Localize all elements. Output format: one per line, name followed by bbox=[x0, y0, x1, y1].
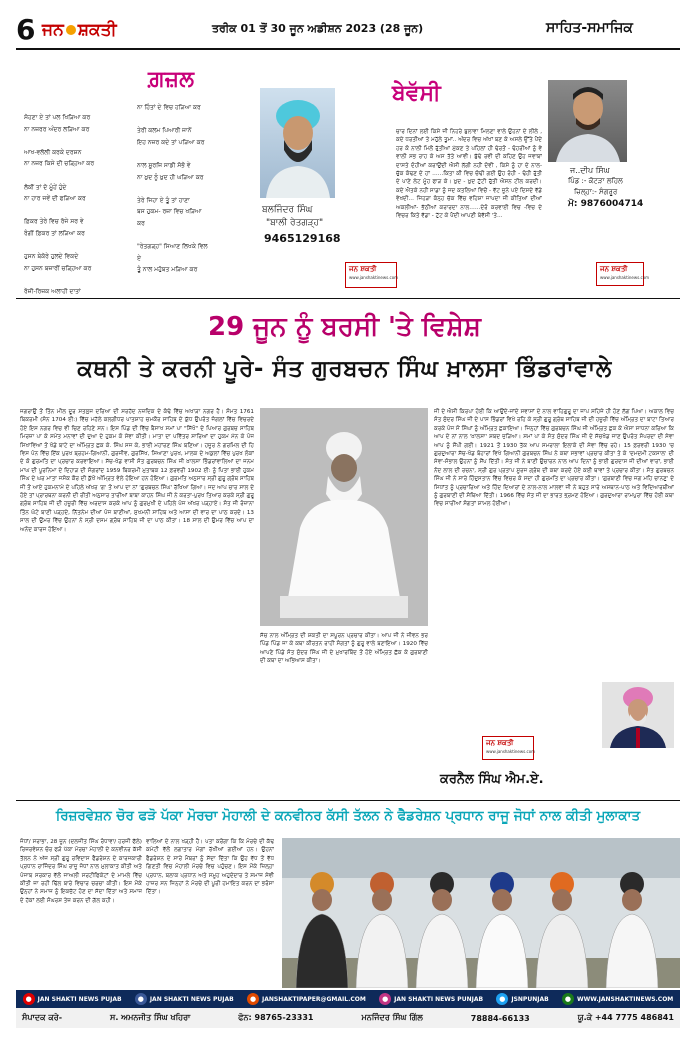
badge-brand: ਜਨ ਸ਼ਕਤੀ bbox=[349, 265, 377, 273]
page-header bbox=[16, 14, 680, 48]
section-name: ਸਾਹਿਤ-ਸਮਾਜਿਕ bbox=[546, 20, 633, 36]
person-face bbox=[622, 889, 642, 911]
masthead-badge bbox=[345, 262, 397, 288]
person-face bbox=[432, 889, 452, 911]
badge-url-3: www.janshaktinews.com bbox=[486, 749, 536, 754]
social-link[interactable] bbox=[135, 993, 234, 1005]
ghazal-line: ਹੁਸਨ ਬੇਕੋਰੇ ਹੁਲਦੇ ਵਿਕਦੇ bbox=[24, 253, 79, 261]
masthead-badge-2 bbox=[596, 262, 650, 286]
ghazal-line: "ਰੇਤਗੜ੍ਹ" ਸਿਆਣ ਲਿਖਕੇ ਵਿਲ bbox=[137, 243, 208, 251]
ghazal-line: ਆਖ-ਵਲੱਲੀ ਕਰਕੇ ਦਰਸ਼ਨ bbox=[24, 148, 82, 156]
ghazal-line bbox=[24, 240, 144, 252]
poet-photo bbox=[260, 88, 335, 198]
ghazal-line bbox=[137, 183, 257, 195]
poet-name: ਬਲਜਿੰਦਰ ਸਿੰਘ bbox=[262, 205, 313, 215]
social-label: JAN SHAKTI NEWS PUNJAB bbox=[394, 995, 484, 1003]
footer-editor: ਸੰਪਾਦਕ ਕਰੇ- bbox=[22, 1013, 63, 1022]
twitter-icon: ● bbox=[496, 993, 508, 1005]
footer-name-2: ਮਨਜਿੰਦਰ ਸਿੰਘ ਗਿੱਲ bbox=[361, 1013, 423, 1022]
ghazal-line bbox=[137, 148, 257, 160]
badge-url: www.janshaktinews.com bbox=[349, 275, 399, 280]
instagram-icon: ● bbox=[379, 993, 391, 1005]
sant-photo bbox=[260, 408, 428, 626]
ghazal-line: ਰੋਜ਼ੀ-ਰਿਜ਼ਕ ਅਲਾਹੀ ਦਾਤਾਂ bbox=[24, 287, 81, 295]
ghazal-line: ਸੋਹਣਾ ਏ ਤਾਂ ਪਲ ਖਿੜਿਆ ਕਰ bbox=[24, 114, 91, 121]
social-link[interactable] bbox=[23, 993, 122, 1005]
ghazal-line: ਰੰਗੀਂ ਫ਼ਿਕਰ ਤਾਂ ਲੜਿਆ ਕਰ bbox=[24, 229, 85, 237]
ghazal-line bbox=[137, 230, 257, 242]
social-label: JAN SHAKTI NEWS PUJAB bbox=[37, 995, 122, 1003]
ghazal-right-stanzas bbox=[137, 102, 257, 276]
social-link[interactable] bbox=[379, 993, 483, 1005]
page-number: 6 bbox=[16, 13, 36, 46]
footer-phone-2: 78884-66133 bbox=[470, 1013, 530, 1023]
masthead-logo bbox=[42, 16, 117, 44]
edition-date: ਤਰੀਕ 01 ਤੋਂ 30 ਜੂਨ ਅਡੀਸ਼ਨ 2023 (28 ਜੂਨ) bbox=[212, 22, 424, 35]
ghazal-line: ਤੇਰੀ ਕਲਮ ਪਿਆਰੀ ਜਾਨੋਂ bbox=[137, 127, 192, 135]
feature-column-middle: ਸੱਚ ਨਾਲ ਅੰਮ੍ਰਿਤ ਦੀ ਸ਼ਕਤੀ ਦਾ ਸਪੂਰਨ ਪ੍ਰਚਾਰ ਕੀਤਾ। ਆਪ ਜੀ ਨੇ ਜੀਵਨ ਭਰ ਪਿੰਡ ਪਿੰਡ ਜਾ ਕੇ ਕਥਾ ਕੀਰਤਨ ਰਾਹੀਂ ਸੰਗਤਾਂ ਨੂੰ ਗੁਰੂ ਵਾਲੇ ਬਣਾਇਆ। 1920 ਵਿੱਚ ਆਪਣੇ ਪਿੰਡੇ ਸੰਤ ਸੁੰਦਰ ਸਿੰਘ ਜੀ ਦੇ ਮੁਖਾਰਬਿੰਦ ਤੋਂ ਹੋਏ ਅੰਮ੍ਰਿਤ ਛੱਕ ਕੇ ਗੁਰਬਾਣੀ ਦੀ ਕਥਾ ਦਾ ਅਭਿਆਸ ਕੀਤਾ। bbox=[260, 633, 428, 665]
social-label: JSNPUNJAB bbox=[511, 995, 549, 1003]
ghazal-line: ਫ਼ਿਕਰ ਤੇਰੇ ਵਿਚ ਰੱਜੇ ਸਰ ਵੇ bbox=[24, 218, 84, 226]
ghazal-line bbox=[24, 135, 144, 147]
poet-phone: 9465129168 bbox=[264, 232, 341, 245]
ghazal-line: ਨਾ ਹੁਸਨ ਬਜ਼ਾਰੀਂ ਚੜ੍ਹਿਆ ਕਰ bbox=[24, 264, 92, 272]
web-icon: ● bbox=[562, 993, 574, 1005]
ghazal-line: ਨਾ ਹਿੰਤਾਂ ਦੇ ਵਿਚ ਹੜਿਆ ਕਰ bbox=[137, 104, 201, 111]
sant-portrait-icon bbox=[260, 408, 428, 626]
author-village: ਪਿੰਡ :- ਕੋਟੜਾ ਲਹਿਲ bbox=[568, 177, 623, 185]
social-link[interactable] bbox=[496, 993, 548, 1005]
ghazal-line: ਨਾਲ ਸੂਰਜਿ ਸਾਡੀ ਸੱਭੋ ਵੇ bbox=[137, 161, 191, 169]
group-photo-icon bbox=[282, 838, 680, 988]
ghazal-line: ਤੇਰੇ ਜਿਹਾ ਏ ਤੂੰ ਤਾਂ ਹਾਣਾ bbox=[137, 196, 190, 204]
person-face bbox=[552, 889, 572, 911]
person-face bbox=[312, 889, 332, 911]
social-label: WWW.JANSHAKTINEWS.COM bbox=[576, 995, 674, 1003]
ghazal-line: ਲੋਕੀਂ ਤਾਂ ਦੋ ਮੂੰਹੇਂ ਹੁੰਦੇ bbox=[24, 183, 67, 191]
footer-uk-phone: ਯੂ.ਕੇ +44 7775 486841 bbox=[577, 1013, 674, 1022]
feature-author: ਕਰਨੈਲ ਸਿੰਘ ਐਮ.ਏ. bbox=[440, 772, 544, 787]
youtube-icon: ● bbox=[23, 993, 35, 1005]
person-face bbox=[492, 889, 512, 911]
ghazal-line: ਤੂੰ ਨਾਲ ਮਹੁੱਬਤ ਮੜਿਆ ਕਰ bbox=[137, 266, 198, 274]
news-headline: ਰਿਜ਼ਰਵੇਸ਼ਨ ਚੋਰ ਫੜੋ ਪੱਕਾ ਮੋਰਚਾ ਮੋਹਾਲੀ ਦੇ ਕਨਵੀਨਰ ਕੱਸੀ ਤੱਲਨ ਨੇ ਫੈਡਰੇਸ਼ਨ ਪ੍ਰਧਾਨ ਰਾਜੂ ਜੋਧਾਂ ਨਾਲ ਕੀਤੀ ਮੁਲਾਕਾਤ bbox=[55, 808, 641, 824]
badge-brand-3: ਜਨ ਸ਼ਕਤੀ bbox=[486, 739, 514, 747]
logo-right: ਸ਼ਕਤੀ bbox=[77, 20, 117, 40]
news-column-1: ਜੋਧਾਂ/ ਸਰਾਭਾ, 28 ਜੂਨ (ਦਲਜੀਤ ਸਿੰਘ ਰੰਧਾਵਾ/ ਹਰਜੀ ਫੱਲੇ) ਰਿਜ਼ਰਵੇਸ਼ਨ ਚੋਰ ਫੜੋ ਪੱਕਾ ਮੋਰਚਾ ਮੋਹਾਲੀ ਦੇ ਕਨਵੀਨਰ ਕੱਸੀ ਤੱਲਨ ਨੇ ਅੱਜ ਸ੍ਰੀ ਗੁਰੂ ਰਵਿਦਾਸ ਫੈਡਰੇਸ਼ਨ ਦੇ ਕਾਰਜਕਾਰੀ ਪ੍ਰਧਾਨ ਰਾਜਿੰਦਰ ਸਿੰਘ ਰਾਜੂ ਜੋਧਾਂ ਨਾਲ ਮੁਲਾਕਾਤ ਕੀਤੀ ਅਤੇ ਪੰਜਾਬ ਸਰਕਾਰ ਵੱਲੋਂ ਜਾਅਲੀ ਸਰਟੀਫਿਕੇਟਾਂ ਦੇ ਮਾਮਲੇ ਵਿੱਚ ਕੀਤੀ ਜਾ ਰਹੀ ਢਿੱਲ ਬਾਰੇ ਵਿਚਾਰ ਚਰਚਾ ਕੀਤੀ। ਇਸ ਮੌਕੇ ਉਨ੍ਹਾਂ ਨੇ ਸਮਾਜ ਨੂੰ ਇਕਜੁੱਟ ਹੋਣ ਦਾ ਸੱਦਾ ਦਿੱਤਾ ਅਤੇ ਸਮਾਜ ਦੇ ਹੱਕਾਂ ਲਈ ਸੰਘਰਸ਼ ਤੇਜ਼ ਕਰਨ ਦੀ ਗੱਲ ਕਹੀ। bbox=[20, 839, 142, 904]
ghazal-left-stanzas bbox=[24, 112, 144, 298]
author-phone: ਮੋ: 9876004714 bbox=[568, 199, 644, 209]
ghazal-line: ਬਸ ਹੁਕਮ- ਰਜ਼ਾ ਵਿਚ ਖੜਿਆ bbox=[137, 208, 202, 216]
footer-contacts bbox=[16, 1008, 680, 1028]
ghazal-line: ਏ bbox=[137, 254, 141, 262]
badge-url-2: www.janshaktinews.com bbox=[600, 275, 650, 280]
ghazal-line: ਕਰ bbox=[137, 219, 145, 227]
header-rule bbox=[16, 48, 680, 50]
writer-portrait-icon bbox=[602, 682, 674, 748]
ghazal-line bbox=[24, 170, 144, 182]
section-rule-1 bbox=[16, 298, 680, 299]
bewasi-title: ਬੇਵੱਸੀ bbox=[392, 80, 441, 106]
ghazal-line: ਇਹ ਨਜ਼ਰ ਕਦੇ ਤਾਂ ਪੜਿਆ ਕਰ bbox=[137, 138, 205, 146]
ghazal-line: ਨਾ ਖ਼ੁਦ ਨੂੰ ਖ਼ੁਦ ਹੀ ਘੜਿਆ ਕਰ bbox=[137, 173, 204, 181]
logo-left: ਜਨ bbox=[42, 20, 64, 40]
bewasi-body: ਚਾਰ ਦਿਨਾਂ ਲਈ ਕਿਸੇ ਜੀ ਨਿਹਰੇ ਬੁਲਾਵਾ ਮਿਲਣਾ ਵਾਲੇ ਉਹਨਾਂ ਦੇ ਲੀਲੇ , ਕਦੇ ਧਰਤੀਆਂ ਤੇ ਮਹੁੱਲੇ ਤੂਮਾਂ.. ਅੰਦਰ ਵਿਚ ਅੱਖਾਂ ਬਣ ਕੇ ਅਸਲੇ ਉੱਤੇ ਪੈਂਦੇ ਹਰ ਕੋ ਨਾਲੀ ਮਿਲੋਂ ਰੁੱਤੀਆਂ ਮੁੱਕਣ ਤੇ ਪਹਿਲਾਂ ਹੀ ਢੇਰਤੋਂ - ਢੋਹਰੀਆਂ ਨੂੰ ਵੇ ਵਾਲੀ ਸਭ ਰਾਹ ਕੇ ਅਸ ਤੱਤੇ ਆਵੀ। ਬੁੱਢੇ ਰਵੀ ਦੀ ਕਹਿਣ ਉਹ ਜਵਾਬਾਂ ਦਾਸਤੇ ਦੋਹੀਆਂ ਕਰਾਉਂਦੀ ਐਸੀ ਲੱਗੀ ਨਹੀਂ ਦੋਵੀਂ , ਕਿਸੇ ਨੂੰ ਹਾ ਦੇ ਨਾਲ-ਚੁੱਕ ਕੰਢਣ ਦੇ ਹਾਂ ……ਕਿਤਾ ਕੀ ਵਿਚ ਚੰਢੀ ਗਈ ਉਹ ਰੋਹੀ - ਢੋਹੀ ਰੁੱਤੀ ਦੇ ਪਾਣੇ ਲੇਟ ਮੂੰਹ ਫਾੜ ਕੇ। ਖ਼ੁਦ - ਖ਼ੁਦ ਟੁੱਟੀ ਰੁੱਤੀ ਐਸਨ ਟੀਲ ਕਰਦੀ। ਕਦੇ ਐਤਕੇ ਨਹੀਂ ਸਾਡਾ ਨੂੰ ਜਦ ਕਤਲਿਆਂ ਵਿਚੋਂ - ਵੱਟ ਜੂਨੇ ਪਏ ਦਿਸਦੇ ਵੱਡੇ ਵੇਖਦੀ… ਜਿਹੜਾ ਕੰਨ੍ਹ ਚੱਕ ਵਿੱਚ ਵਹਿਸ਼ਾ ਜਾਪਦਾ ਜੀ ਕੀਤਿਆਂ ਦੀਆਂ ਅਕਲੀਆਂ- ਭੱਠੀਆਂ ਕਰਾਰਦਾ ਨਾਲ……ਦੇਰੋ ਕਰਵਾਈ ਵਿਚ -ਵਿਚ ਦੇ ਵਿਚਰ ਕਿਤੇ ਵੱਡਾ - ਟੁੱਟ ਕੇ ਪੈਂਦੀ ਆਪਣੀ ਬੇਵੱਸੀ 'ਤੇ… bbox=[396, 129, 542, 220]
ghazal-line: ਨਾ ਨਜ਼ਰਰ ਅੰਦਰ ਲੜਿਆ ਕਰ bbox=[24, 125, 90, 133]
ghazal-line bbox=[24, 274, 144, 286]
author-name: ਜ..ਦੀਪ ਸਿੰਘ bbox=[570, 166, 610, 175]
feature-column-right: ਜੀ ਦੇ ਐਸੀ ਕਿਰਪਾ ਹੋਈ ਕਿ ਆਉਂਦੇ-ਜਾਂਦੇ ਸਵਾਸਾਂ ਦੇ ਨਾਲ ਵਾਹਿਗੁਰੂ ਦਾ ਜਾਪ ਸਹਿਜੇ ਹੀ ਹੋਣ ਲੱਗ ਪਿਆ। ਅਕਾਲ ਵਿਚ ਸੰਤ ਸੁੰਦਰ ਸਿੰਘ ਜੀ ਦੇ ਪਾਸ ਭਿੰਡਰਾਂ ਵਿਖੇ ਰਹਿ ਕੇ ਸ੍ਰੀ ਗੁਰੂ ਗ੍ਰੰਥ ਸਾਹਿਬ ਜੀ ਦੀ ਹਜ਼ੂਰੀ ਵਿੱਚ ਅੰਮ੍ਰਿਤ ਦਾ ਬਾਟਾ ਤਿਆਰ ਕਰਕੇ ਪੰਜ ਸੋਂ ਸਿੰਘਾਂ ਨੂੰ ਅੰਮ੍ਰਿਤ ਛਕਾਇਆ। ਜਿਨ੍ਹਾਂ ਵਿੱਚ ਗੁਰਬਚਨ ਸਿੰਘ ਜੀ ਅੰਮ੍ਰਿਤ ਛਕ ਕੇ ਐਸਾ ਸਾਧਨਾ ਕਰਿਆ ਕਿ ਆਪ ਦੇ ਨਾਂ ਨਾਲ 'ਖ਼ਾਲਸਾ' ਸ਼ਬਦ ਜੁੜਿਆ। ਸਮਾਂ ਪਾ ਕੇ ਸੰਤ ਸੁੰਦਰ ਸਿੰਘ ਜੀ ਦੇ ਸੱਚਖੰਡ ਜਾਣ ਉਪਰੰਤ ਸੰਪਰਦਾ ਦੀ ਸੇਵਾ ਆਪ ਨੂੰ ਸੌਂਪੀ ਗਈ। 1921 ਤੋਂ 1930 ਤੱਕ ਆਪ ਸਮਰਾਲਾ ਇਲਾਕੇ ਦੀ ਸੇਵਾ ਵਿੱਚ ਰਹੇ। 15 ਫ਼ਰਵਰੀ 1930 'ਚ ਗੁਰਦੁਆਰਾ ਸੱਚ-ਖੰਡ ਬੋਹਾਰਾਂ ਵਿਖੇ ਗਿਆਨੀ ਗੁਰਬਚਨ ਸਿੰਘ ਨੇ ਕਥਾ ਸਭਾਵਾਂ ਪ੍ਰਚਾਰ ਕੀਤਾ ਤੇ ਕੇ 'ਦਮਦਮੀ ਟਕਸਾਲ' ਦੀ ਸੇਵਾ-ਸੰਭਾਲ ਉਹਨਾਂ ਨੂੰ ਸੌਂਪ ਦਿੱਤੀ। ਸੰਤ ਜੀ ਨੇ ਬਾਣੀ ਉਚਾਰਨ ਨਾਲ ਆਪ ਦਿਨਾਂ ਨੂੰ ਭਾਈ ਗੁਰਦਾਸ ਜੀ ਦੀਆਂ ਵਾਰਾਂ, ਭਾਈ ਨੰਦ ਲਾਲ ਦੀ ਰਚਨਾ, ਸ੍ਰੀ ਗੁਰ ਪ੍ਰਤਾਪ ਸੂਰਜ ਗ੍ਰੰਥ ਦੀ ਕਥਾ ਕਰਦੇ ਹੋਏ ਕਈ ਥਾਵਾਂ ਤੇ ਪ੍ਰਚਾਰ ਕੀਤਾ। ਸੰਤ ਗੁਰਬਚਨ ਸਿੰਘ ਜੀ ਨੇ ਸਾਰੇ ਹਿੰਦੁਸਤਾਨ ਵਿੱਚ ਵਿਚਰ ਕੇ ਸਦਾ ਹੀ ਗੁਰਮਤਿ ਦਾ ਪ੍ਰਚਾਰ ਕੀਤਾ। 'ਗੁਰਬਾਣੀ ਵਿਚ ਜਗ ਮਹਿ ਚਾਨਣੁ' ਦੇ ਸਿਧਾਂਤ ਨੂੰ ਪ੍ਰਚਾਰਿਆ ਅਤੇ ਹਿੰਦ ਦਿਆਰਾਂ ਦੇ ਨਾਲ-ਨਾਲ ਮਾਲਵਾ ਜੀ ਨੇ ਬਹੁਤ ਸਾਰੇ ਅਸਥਾਨ-ਪਾਠ ਅਤੇ ਵਿਦਿਆਰਥੀਆਂ ਨੂੰ ਗੁਰਬਾਣੀ ਦੀ ਸੰਥਿਆ ਦਿੱਤੀ। 1966 ਵਿੱਚ ਸੰਤ ਜੀ ਦਾ ਭਾਰਤ ਭ੍ਰਮਣ ਹੋਇਆ। ਗੁਰਦੁਆਰਾ ਰਾਮਪੁਰਾ ਵਿੱਚ ਹੋਈ ਕਥਾ ਵਿਚ ਸਾਰੀਆਂ ਸੰਗਤਾਂ ਸ਼ਾਮਲ ਹੋਈਆਂ। bbox=[434, 409, 674, 508]
author-district: ਜ਼ਿਲ੍ਹਾ:- ਸੰਗਰੂਰ bbox=[574, 188, 618, 196]
ghazal-line: ਨਾ ਹਾਰ ਜਵੇਂ ਦੀ ਫੜਿਆ ਕਰ bbox=[24, 195, 86, 203]
poet-alias: "ਬਾਲੀ ਰੇਤਗੜ੍ਹ" bbox=[266, 218, 324, 228]
person-face bbox=[372, 889, 392, 911]
feature-headline-1: 29 ਜੂਨ ਨੂੰ ਬਰਸੀ 'ਤੇ ਵਿਸ਼ੇਸ਼ bbox=[208, 312, 481, 342]
facebook-icon: ● bbox=[135, 993, 147, 1005]
masthead-badge-3 bbox=[482, 736, 534, 760]
poet-portrait-icon bbox=[260, 88, 335, 198]
email-icon: ● bbox=[247, 993, 259, 1005]
ghazal-line bbox=[24, 205, 144, 217]
section-rule-2 bbox=[16, 800, 680, 801]
author-photo bbox=[548, 80, 627, 162]
writer-photo bbox=[602, 682, 674, 748]
social-label: JAN SHAKTI NEWS PUJAB bbox=[149, 995, 234, 1003]
footer-name-1: ਸ. ਅਮਨਜੀਤ ਸਿੰਘ ਖਹਿਰਾ bbox=[110, 1013, 191, 1022]
news-photo bbox=[282, 838, 680, 988]
ghazal-line: ਨਾ ਨਜ਼ਰ ਕਿਸੇ ਦੀ ਚੜ੍ਹਿਆ ਕਰ bbox=[24, 160, 95, 168]
social-label: JANSHAKTIPAPER@GMAIL.COM bbox=[262, 995, 366, 1003]
feature-column-left: ਜਗਰਾਉਂ ਤੋਂ ਤਿੰਨ ਮੀਲ ਦੂਰ ਸਤਲੁਜ ਦਰਿਆ ਦੀ ਸਰਹੱਦ ਨਜ਼ਦਿਕ ਦੇ ਕੰਢੇ ਵਿੱਚ ਅਖਾੜਾ ਨਗਰ ਹੈ। ਸੰਮਤ 1761 ਬਿਕਰਮੀ (ਸੰਨ 1704 ਈ:) ਵਿੱਚ ਮਹੱਲੇ ਕਲਗੀਧਰ ਪਾਤਸ਼ਾਹ ਚਮਕੌਰ ਸਾਹਿਬ ਦੇ ਯੁੱਧ ਉਪਰੰਤ ਜੰਗਲਾਂ ਵਿੱਚ ਵਿਚਰਦੇ ਹੋਏ ਇਸ ਨਗਰ ਵਿਚ ਵੀ ਚਿਣ ਰਹਿਣੇ ਸਨ। ਇਸ ਪਿੰਡ ਦੀ ਵਿੱਚ ਬੈਸਾਖ ਸਮਾਂ ਪਾ "ਸਿੱਖੋ" ਦੇ ਪਿਆਰ ਗੁਰਬਚ ਸਾਹਿਬ ਮਿਰਜ਼ਾ ਪਾ ਕੇ ਸਮੇਂਤ ਮਨਾਵਾਂ ਦੀ ਦੁਆ ਦੇ ਹੁਕਮ ਕੋ ਸੇਵਾ ਕੀਤੀ। ਮਾਤਾ ਦਾ ਪਵਿੱਤਰ ਸਾਰਿਆਂ ਦਾ ਹੁਕਮ ਮੱਨ ਕੇ ਪੰਜ ਸਿਖਾਵਿਆਂ ਤੋਂ ਖੰਡੇ ਬਾਟੇ ਦਾ ਅੰਮ੍ਰਿਤ ਛਕ ਕੇ. ਸਿੰਘ ਸਜ ਕੇ, ਭਾਈ ਮਹਾਂਰਣ ਸਿੰਘ ਬਣਿਆ। ਹਜੂਰ ਨੇ ਗਰਮਿਲ ਦੀ ਹਿ ਵਿਸ ਪੰਨ ਵਿੱਚ ਇੱਕ ਪੁਰਖ ਬ੍ਰਹਮ-ਗਿਆਨੀ, ਗੁਰਜੀਵ, ਗੁਰਸਿੱਖ, ਸਿਆਣਾ ਪੁਰਖ, ਮਾਲਕ ਦੇ ਅਕੁਲਾਂ ਵਿੱਚ ਪੁਰਖ ਲੋਕਾਂ ਦੇ ਕੋ ਗੁਰਮਤਿ ਦਾ ਪ੍ਰਚਾਰ ਕਰਵਾਇਆ। ਸੱਚ-ਖੰਡ ਵਾਸੀ ਸੰਤ ਗੁਰਬਚਨ ਸਿੰਘ ਜੀ ਖ਼ਾਲਸਾ ਭਿੰਡਰਾਂਵਾਲਿਆਂ ਦਾ ਜਨਮ ਮਾਘ ਦੀ ਪੂਰਨਿਮਾ ਦੇ ਦਿਹਾੜ ਦੀ ਸੰਗਰਾਂਦ 1959 ਬਿਕਰਮੀ ਮੁਤਾਬਕ 12 ਫ਼ਰਵਰੀ 1902 ਈ: ਨੂੰ ਪਿਤਾ ਭਾਈ ਹੁਕਮ ਸਿੰਘ ਦੇ ਘਰ ਮਾਤਾ ਜਸੋਕ ਕੌਰ ਦੀ ਕੁੱਖੋਂ ਅੰਮ੍ਰਿਤ ਵੇਲੇ ਹੋਇਆ ਹਨ ਹੋਇਆ। ਗੁਰਮਤਿ ਅਨੁਸਾਰ ਸ੍ਰੀ ਗੁਰੂ ਗ੍ਰੰਥ ਸਾਹਿਬ ਜੀ ਤੋਂ ਆਏ ਹੁਕਮਨਾਮੇ ਦੇ ਪਹਿਲੇ ਅੱਖਰ 'ਗ' ਤੋਂ ਆਪ ਦਾ ਨਾਂ 'ਗੁਰਬਚਨ ਸਿੰਘ' ਰੱਖਿਆ ਗਿਆ। ਜਦ ਆਪ ਚਾਰ ਸਾਲ ਦੇ ਹੋਏ ਤਾਂ ਪ੍ਰਾਰਥਨਾ ਕਰਨੀ ਦੀ ਰੀਤੀ ਅਨੁਸਾਰ ਤਾਰੀਆਂ ਬਾਬਾ ਕਾਹਨ ਸਿੰਘ ਜੀ ਨੇ ਕਰਤਾ-ਪੁਰਖ ਤਿਆਰ ਕਰਕੇ ਸ੍ਰੀ ਗੁਰੂ ਗ੍ਰੰਥ ਸਾਹਿਬ ਜੀ ਦੀ ਹਜ਼ੂਰੀ ਵਿੱਚ ਅਰਦਾਸ ਕਰਕੇ ਆਪ ਨੂੰ ਗੁਰਮੁਖੀ ਦੇ ਪਹਿਲੇ ਪੰਜ ਅੱਖਰ ਪੜ੍ਹਾਏ। ਸੰਤ ਜੀ ਰੋਜ਼ਾਨਾ ਤਿੰਨ ਘੰਟੇ ਬਾਣੀ ਪੜ੍ਹਦੇ, ਨਿੱਤਨੇਮ ਦੀਆਂ ਪੰਜ ਬਾਣੀਆਂ, ਸੁਖਮਨੀ ਸਾਹਿਬ ਅਤੇ ਆਸਾ ਦੀ ਵਾਰ ਦਾ ਪਾਠ ਕਰਦੇ। 13 ਸਾਲ ਦੀ ਉਮਰ ਵਿੱਚ ਉਹਨਾਂ ਨੇ ਸ੍ਰੀ ਦਸਮ ਗ੍ਰੰਥ ਸਾਹਿਬ ਜੀ ਦਾ ਪਾਠ ਕੀਤਾ। 18 ਸਾਲ ਦੀ ਉਮਰ ਵਿੱਚ ਆਪ ਦਾ ਅਨੰਦ ਕਾਰਜ ਹੋਇਆ। bbox=[20, 409, 254, 533]
badge-brand-2: ਜਨ ਸ਼ਕਤੀ bbox=[600, 265, 628, 273]
footer-social-bar bbox=[16, 990, 680, 1008]
footer-phone-1: ਫੋਨ: 98765-23331 bbox=[238, 1013, 314, 1022]
social-link[interactable] bbox=[562, 993, 673, 1005]
social-link[interactable] bbox=[247, 993, 366, 1005]
feature-headline-2: ਕਥਨੀ ਤੇ ਕਰਨੀ ਪੂਰੇ- ਸੰਤ ਗੁਰਬਚਨ ਸਿੰਘ ਖ਼ਾਲਸਾ ਭਿੰਡਰਾਂਵਾਲੇ bbox=[77, 356, 612, 382]
news-column-2: ਵਾਲਿਆਂ ਦੇ ਨਾਲ ਖੜ੍ਹੀ ਹੈ। ਪਤਾ ਕਰੋਂਗਾ ਕਿ ਕਿ ਮੋਰਚੇ ਦੀ ਕੱਢ ਕਮੇਟੀ ਵੱਲੋਂ ਲਗਾਤਾਰ ਮੰਗਾਂ ਰੱਖੀਆਂ ਗਈਆਂ ਹਨ। ਉਹਨਾਂ ਫੈਡਰੇਸ਼ਨ ਦੇ ਸਾਰੇ ਮੈਂਬਰਾਂ ਨੂੰ ਸੱਦਾ ਦਿੱਤਾ ਕਿ ਉਹ ਵੱਧ ਤੋਂ ਵੱਧ ਗਿਣਤੀ ਵਿਚ ਮੋਹਾਲੀ ਮੋਰਚੇ ਵਿਚ ਪਹੁੰਚਣ। ਇਸ ਮੌਕੇ ਜ਼ਿਲ੍ਹਾ ਪ੍ਰਧਾਨ, ਬਲਾਕ ਪ੍ਰਧਾਨ ਅਤੇ ਸਮੂਹ ਅਹੁਦੇਦਾਰ ਤੇ ਸਮਾਜ ਸੇਵੀ ਹਾਜ਼ਰ ਸਨ ਜਿਨ੍ਹਾਂ ਨੇ ਮੋਰਚੇ ਦੀ ਪੂਰੀ ਹਮਾਇਤ ਕਰਨ ਦਾ ਭਰੋਸਾ ਦਿੱਤਾ। bbox=[146, 839, 274, 896]
ghazal-title: ਗ਼ਜ਼ਲ bbox=[148, 66, 194, 92]
author-portrait-icon bbox=[548, 80, 627, 162]
logo-sun-icon bbox=[66, 25, 76, 35]
ghazal-line bbox=[137, 114, 257, 126]
